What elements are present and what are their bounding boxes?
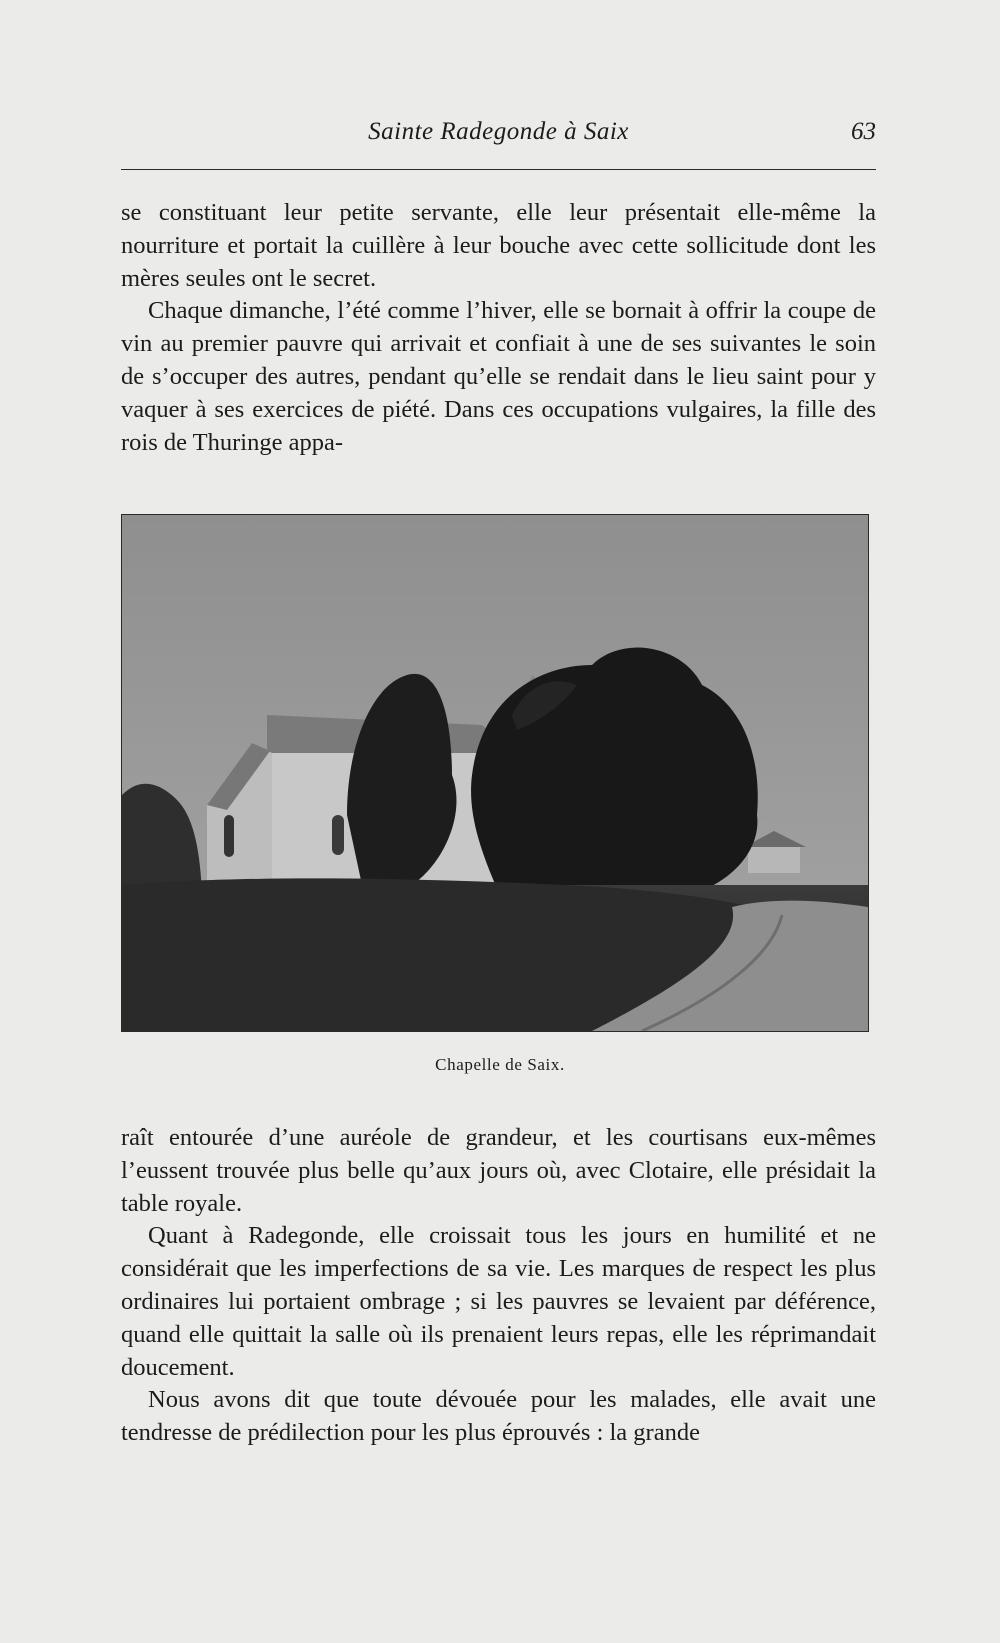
header-rule [121,169,876,170]
paragraph: Chaque dimanche, l’été comme l’hiver, elle se bornait à offrir la coupe de vin au premier pauvre qui arrivait et confiait à une de ses suivantes le soin de s’occuper des autres, pendant qu’elle se rendait dans le lieu saint pour y vaquer à ses exercices de piété. Dans ces occupations vulgaires, la fille des rois de Thuringe appa- [121,297,876,456]
figure-caption: Chapelle de Saix. [435,1055,565,1074]
body-text-top [121,197,876,459]
page-number: 63 [851,118,876,145]
chapel-photograph [121,514,869,1032]
running-title: Sainte Radegonde à Saix [368,118,629,145]
body-text-bottom [121,1122,876,1450]
running-header [121,118,876,154]
distant-house [748,845,800,873]
chapel-photo-illustration [122,515,868,1031]
paragraph: se constituant leur petite servante, elle leur présentait elle-même la nourriture et portait la cuillère à leur bouche avec cette sollicitude dont les mères seules ont le secret. [121,199,876,292]
paragraph: Quant à Radegonde, elle croissait tous les jours en humilité et ne considérait que les imperfections de sa vie. Les marques de respect les plus ordinaires lui portaient ombrage ; si les pauvres se levaient par déférence, quand elle quittait la salle où ils prenaient leurs repas, elle les réprimandait doucement. [121,1222,876,1381]
paragraph: raît entourée d’une auréole de grandeur, et les courtisans eux-mêmes l’eussent trouvée plus belle qu’aux jours où, avec Clotaire, elle présidait la table royale. [121,1124,876,1217]
paragraph: Nous avons dit que toute dévouée pour les malades, elle avait une tendresse de prédilection pour les plus éprouvés : la grande [121,1386,876,1447]
